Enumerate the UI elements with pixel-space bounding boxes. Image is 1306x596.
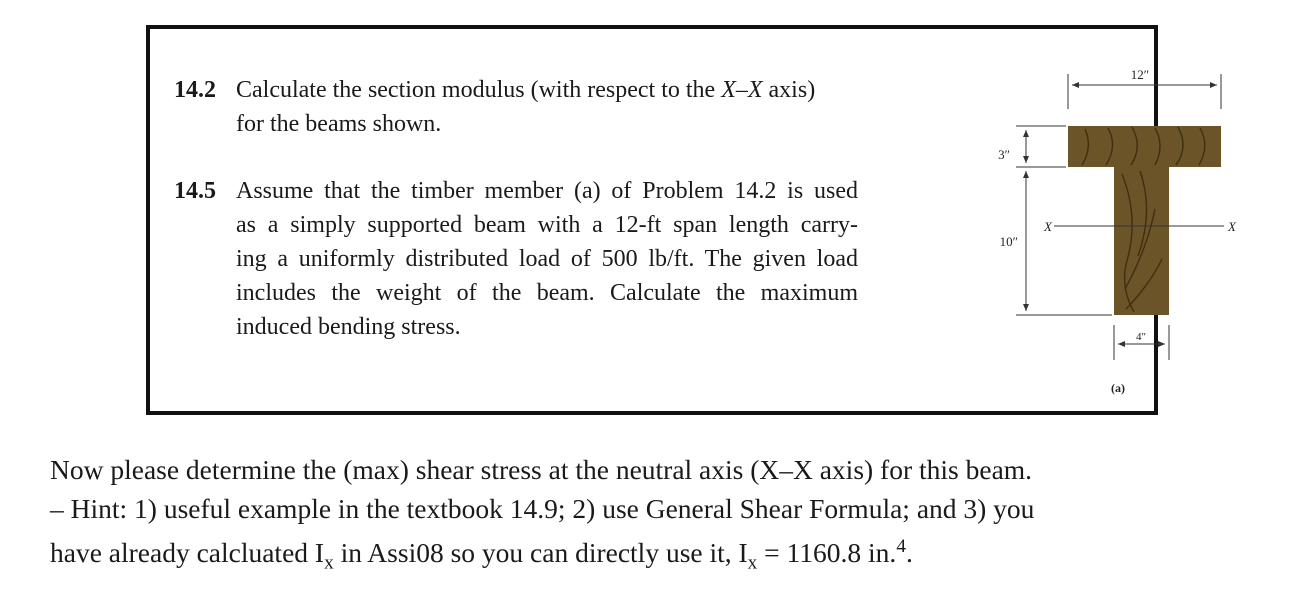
subscript-x: x: [324, 552, 334, 574]
problem-text-line: as a simply supported beam with a 12-ft span length carry-: [236, 212, 858, 238]
flange-depth-label: 3″: [998, 147, 1010, 162]
superscript-4: 4: [896, 536, 906, 557]
problem-text-line: for the beams shown.: [236, 111, 442, 137]
subscript-x: x: [747, 552, 758, 574]
problem-text-line: induced bending stress.: [236, 314, 461, 340]
figure-caption: (a): [1111, 381, 1125, 395]
web-width-label: 4″: [1135, 331, 1147, 343]
t-beam-cross-section-figure: [150, 29, 1236, 411]
note-line-3: have already calcluated $I_x$ in Assi08 so you can directly use it, $I_x = 1160.8$ in.$^4$.: [50, 536, 913, 574]
problem-number: 14.5: [174, 178, 216, 204]
problem-statement-box: [146, 25, 1236, 415]
assignment-note: [50, 451, 1270, 583]
note-line-1: Now please determine the (max) shear stress at the neutral axis (X–X axis) for this beam.: [50, 454, 1033, 485]
problem-number: 14.2: [174, 77, 216, 103]
problem-text-line: ing a uniformly distributed load of 500 lb/ft. The given load: [236, 246, 858, 272]
flange: [1068, 126, 1221, 167]
web: [1114, 167, 1169, 315]
problem-text-line: Calculate the section modulus (with respect to the X–X axis): [236, 77, 816, 103]
axis-right-label: X: [1228, 219, 1236, 234]
flange-width-label: 12″: [1130, 67, 1150, 82]
problem-text-line: Assume that the timber member (a) of Problem 14.2 is used: [236, 178, 858, 204]
axis-label: X–X: [721, 77, 763, 103]
axis-left-label: X: [1044, 219, 1052, 234]
note-line-2: – Hint: 1) useful example in the textbook 14.9; 2) use General Shear Formula; and 3) you: [50, 492, 1035, 524]
web-depth-label: 10″: [999, 234, 1018, 249]
problem-text-line: includes the weight of the beam. Calculate the maximum: [236, 280, 858, 306]
